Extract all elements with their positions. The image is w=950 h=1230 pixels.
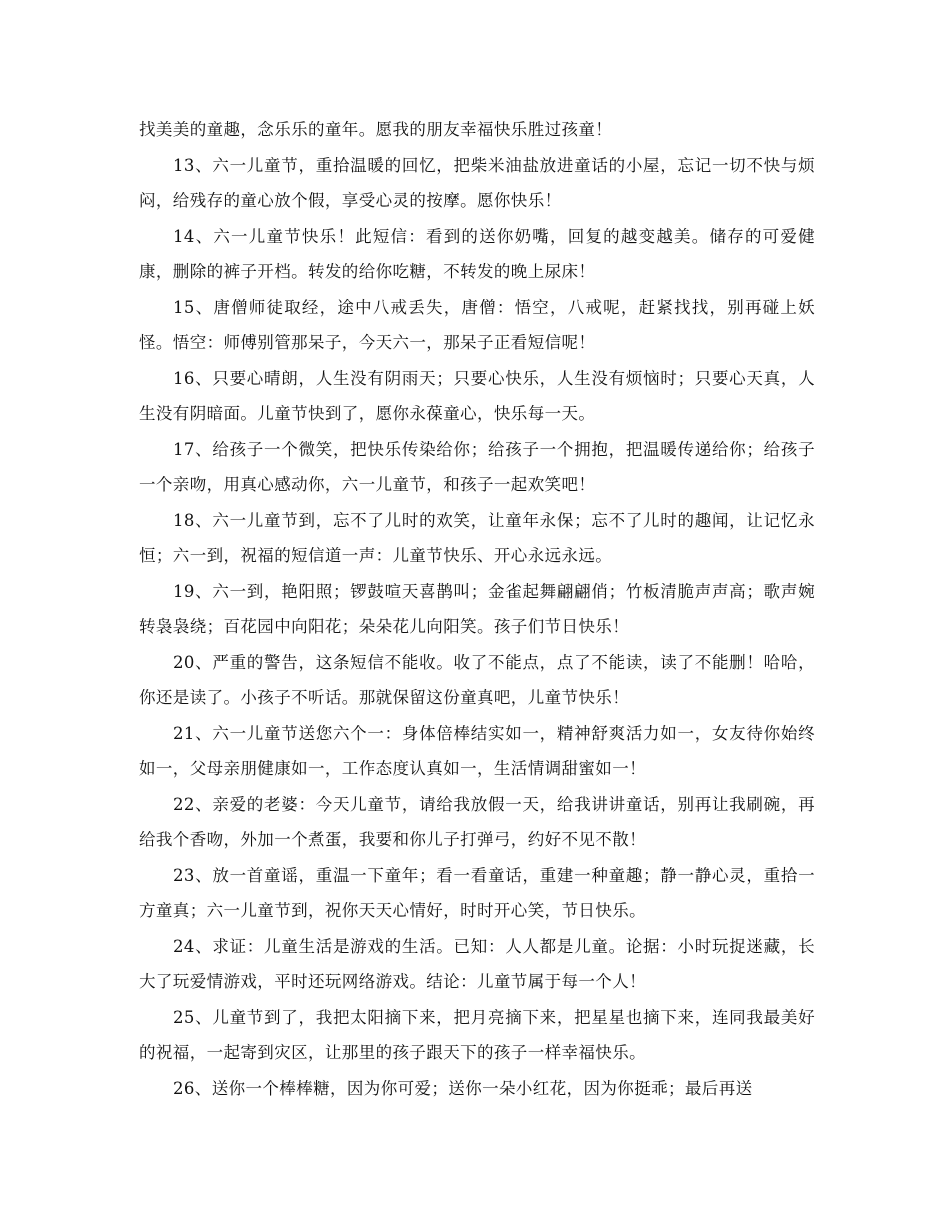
paragraph-item-23: 23、放一首童谣，重温一下童年；看一看童话，重建一种童趣；静一静心灵，重拾一方童真；六一儿童节到，祝你天天心情好，时时开心笑，节日快乐。 xyxy=(139,865,815,920)
paragraph-item-16: 16、只要心晴朗，人生没有阴雨天；只要心快乐，人生没有烦恼时；只要心天真，人生没有阴暗面。儿童节快到了，愿你永葆童心，快乐每一天。 xyxy=(139,368,815,423)
paragraph-continued: 找美美的童趣，念乐乐的童年。愿我的朋友幸福快乐胜过孩童！ xyxy=(139,120,613,139)
document-body xyxy=(139,112,815,1106)
paragraph-item-21: 21、六一儿童节送您六个一：身体倍棒结实如一，精神舒爽活力如一，女友待你始终如一，父母亲朋健康如一，工作态度认真如一，生活情调甜蜜如一！ xyxy=(139,723,815,778)
paragraph-item-15: 15、唐僧师徒取经，途中八戒丢失，唐僧：悟空，八戒呢，赶紧找找，别再碰上妖怪。悟空：师傅别管那呆子，今天六一，那呆子正看短信呢！ xyxy=(139,297,815,352)
paragraph-item-20: 20、严重的警告，这条短信不能收。收了不能点，点了不能读，读了不能删！哈哈，你还是读了。小孩子不听话。那就保留这份童真吧，儿童节快乐！ xyxy=(139,652,815,707)
paragraph-item-18: 18、六一儿童节到，忘不了儿时的欢笑，让童年永保；忘不了儿时的趣闻，让记忆永恒；六一到，祝福的短信道一声：儿童节快乐、开心永远永远。 xyxy=(139,510,815,565)
paragraph-item-22: 22、亲爱的老婆：今天儿童节，请给我放假一天，给我讲讲童话，别再让我刷碗，再给我个香吻，外加一个煮蛋，我要和你儿子打弹弓，约好不见不散！ xyxy=(139,794,815,849)
paragraph-item-13: 13、六一儿童节，重拾温暖的回忆，把柴米油盐放进童话的小屋，忘记一切不快与烦闷，给残存的童心放个假，享受心灵的按摩。愿你快乐！ xyxy=(139,155,815,210)
paragraph-item-26: 26、送你一个棒棒糖，因为你可爱；送你一朵小红花，因为你挺乖；最后再送 xyxy=(173,1078,753,1098)
paragraph-item-14: 14、六一儿童节快乐！此短信：看到的送你奶嘴，回复的越变越美。储存的可爱健康，删除的裤子开档。转发的给你吃糖，不转发的晚上尿床！ xyxy=(139,226,815,281)
paragraph-item-25: 25、儿童节到了，我把太阳摘下来，把月亮摘下来，把星星也摘下来，连同我最美好的祝福，一起寄到灾区，让那里的孩子跟天下的孩子一样幸福快乐。 xyxy=(139,1007,815,1062)
paragraph-item-17: 17、给孩子一个微笑，把快乐传染给你；给孩子一个拥抱，把温暖传递给你；给孩子一个亲吻，用真心感动你，六一儿童节，和孩子一起欢笑吧！ xyxy=(139,439,815,494)
paragraph-item-24: 24、求证：儿童生活是游戏的生活。已知：人人都是儿童。论据：小时玩捉迷藏，长大了玩爱情游戏，平时还玩网络游戏。结论：儿童节属于每一个人！ xyxy=(139,936,815,991)
paragraph-item-19: 19、六一到，艳阳照；锣鼓喧天喜鹊叫；金雀起舞翩翩俏；竹板清脆声声高；歌声婉转袅袅绕；百花园中向阳花；朵朵花儿向阳笑。孩子们节日快乐！ xyxy=(139,581,815,636)
